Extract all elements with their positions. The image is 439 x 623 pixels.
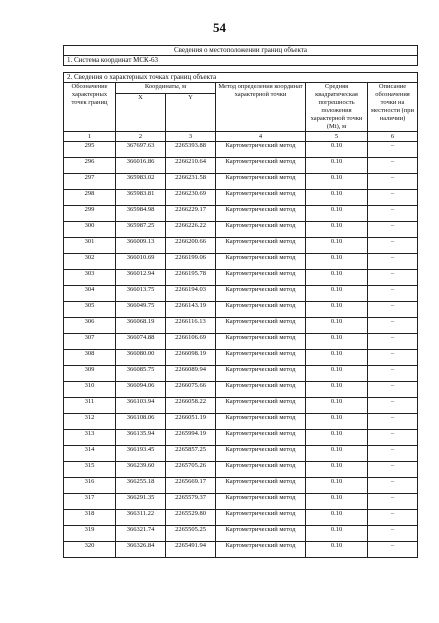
- point-id-cell: 308: [64, 350, 116, 366]
- accuracy-cell: 0.10: [306, 382, 368, 398]
- point-id-cell: 302: [64, 254, 116, 270]
- method-cell: Картометрический метод: [216, 382, 306, 398]
- point-id-cell: 300: [64, 222, 116, 238]
- table-row: [64, 158, 418, 174]
- x-coordinate-cell: 366012.94: [116, 270, 166, 286]
- x-coordinate-cell: 366311.22: [116, 510, 166, 526]
- x-coordinate-cell: 366009.13: [116, 238, 166, 254]
- table-row: [64, 510, 418, 526]
- description-cell: –: [368, 286, 418, 302]
- table-row: [64, 366, 418, 382]
- y-coordinate-cell: 2266200.66: [166, 238, 216, 254]
- point-id-cell: 316: [64, 478, 116, 494]
- point-id-cell: 303: [64, 270, 116, 286]
- table-row: [64, 142, 418, 158]
- method-cell: Картометрический метод: [216, 222, 306, 238]
- point-id-cell: 310: [64, 382, 116, 398]
- x-coordinate-cell: 365983.02: [116, 174, 166, 190]
- method-cell: Картометрический метод: [216, 270, 306, 286]
- description-cell: –: [368, 302, 418, 318]
- x-coordinate-cell: 366291.35: [116, 494, 166, 510]
- y-coordinate-cell: 2266194.03: [166, 286, 216, 302]
- method-cell: Картометрический метод: [216, 350, 306, 366]
- y-coordinate-cell: 2266195.78: [166, 270, 216, 286]
- x-coordinate-cell: 365987.25: [116, 222, 166, 238]
- x-coordinate-cell: 366010.69: [116, 254, 166, 270]
- y-coordinate-cell: 2265505.25: [166, 526, 216, 542]
- y-coordinate-cell: 2266106.69: [166, 334, 216, 350]
- x-coordinate-cell: 366080.00: [116, 350, 166, 366]
- accuracy-cell: 0.10: [306, 414, 368, 430]
- description-cell: –: [368, 254, 418, 270]
- x-coordinate-cell: 366094.06: [116, 382, 166, 398]
- accuracy-cell: 0.10: [306, 366, 368, 382]
- point-id-cell: 319: [64, 526, 116, 542]
- method-cell: Картометрический метод: [216, 334, 306, 350]
- y-coordinate-cell: 2266143.19: [166, 302, 216, 318]
- x-coordinate-cell: 366068.19: [116, 318, 166, 334]
- description-cell: –: [368, 174, 418, 190]
- y-coordinate-cell: 2265393.88: [166, 142, 216, 158]
- point-id-cell: 305: [64, 302, 116, 318]
- accuracy-cell: 0.10: [306, 142, 368, 158]
- accuracy-cell: 0.10: [306, 318, 368, 334]
- method-cell: Картометрический метод: [216, 318, 306, 334]
- coordinate-system: 1. Система координат МСК-63: [64, 56, 418, 66]
- point-id-cell: 296: [64, 158, 116, 174]
- x-coordinate-cell: 366013.75: [116, 286, 166, 302]
- y-coordinate-cell: 2265669.17: [166, 478, 216, 494]
- description-cell: –: [368, 366, 418, 382]
- table-row: [64, 414, 418, 430]
- section-heading: 2. Сведения о характерных точках границ объекта: [64, 73, 418, 83]
- x-coordinate-cell: 366239.60: [116, 462, 166, 478]
- table-row: [64, 430, 418, 446]
- y-coordinate-cell: 2265529.80: [166, 510, 216, 526]
- accuracy-cell: 0.10: [306, 510, 368, 526]
- table-row: [64, 350, 418, 366]
- y-coordinate-cell: 2266089.94: [166, 366, 216, 382]
- point-id-cell: 304: [64, 286, 116, 302]
- accuracy-cell: 0.10: [306, 174, 368, 190]
- method-cell: Картометрический метод: [216, 174, 306, 190]
- accuracy-cell: 0.10: [306, 286, 368, 302]
- description-cell: –: [368, 158, 418, 174]
- x-coordinate-cell: 366103.94: [116, 398, 166, 414]
- table-row: [64, 286, 418, 302]
- accuracy-cell: 0.10: [306, 270, 368, 286]
- x-coordinate-cell: 366255.18: [116, 478, 166, 494]
- y-coordinate-cell: 2266116.13: [166, 318, 216, 334]
- header-coordinates: Координаты, м: [116, 83, 216, 94]
- x-coordinate-cell: 366074.88: [116, 334, 166, 350]
- x-coordinate-cell: 366321.74: [116, 526, 166, 542]
- method-cell: Картометрический метод: [216, 398, 306, 414]
- table-row: [64, 318, 418, 334]
- table-row: [64, 494, 418, 510]
- header-accuracy: Средняя квадратическая погрешность положения характерной точки (Mt), м: [306, 83, 368, 132]
- method-cell: Картометрический метод: [216, 462, 306, 478]
- accuracy-cell: 0.10: [306, 222, 368, 238]
- accuracy-cell: 0.10: [306, 494, 368, 510]
- description-cell: –: [368, 382, 418, 398]
- description-cell: –: [368, 270, 418, 286]
- x-coordinate-cell: 365983.81: [116, 190, 166, 206]
- header-point-id: Обозначение характерных точек границ: [64, 83, 116, 132]
- accuracy-cell: 0.10: [306, 446, 368, 462]
- x-coordinate-cell: 366016.86: [116, 158, 166, 174]
- point-id-cell: 314: [64, 446, 116, 462]
- y-coordinate-cell: 2266231.58: [166, 174, 216, 190]
- accuracy-cell: 0.10: [306, 254, 368, 270]
- point-id-cell: 320: [64, 542, 116, 558]
- method-cell: Картометрический метод: [216, 254, 306, 270]
- table-row: [64, 238, 418, 254]
- table-row: [64, 334, 418, 350]
- description-cell: –: [368, 510, 418, 526]
- table-row: [64, 542, 418, 558]
- description-cell: –: [368, 206, 418, 222]
- table-row: [64, 174, 418, 190]
- table-row: [64, 270, 418, 286]
- accuracy-cell: 0.10: [306, 238, 368, 254]
- point-id-cell: 298: [64, 190, 116, 206]
- point-id-cell: 309: [64, 366, 116, 382]
- y-coordinate-cell: 2266058.22: [166, 398, 216, 414]
- x-coordinate-cell: 366193.45: [116, 446, 166, 462]
- header-x: X: [116, 94, 166, 132]
- method-cell: Картометрический метод: [216, 238, 306, 254]
- accuracy-cell: 0.10: [306, 526, 368, 542]
- x-coordinate-cell: 366108.06: [116, 414, 166, 430]
- points-table: [63, 45, 418, 558]
- method-cell: Картометрический метод: [216, 414, 306, 430]
- column-number: 4: [216, 132, 306, 142]
- table-row: [64, 462, 418, 478]
- header-description: Описание обозначения точки на местности (при наличии): [368, 83, 418, 132]
- description-cell: –: [368, 238, 418, 254]
- accuracy-cell: 0.10: [306, 302, 368, 318]
- point-id-cell: 307: [64, 334, 116, 350]
- table-row: [64, 382, 418, 398]
- description-cell: –: [368, 494, 418, 510]
- description-cell: –: [368, 190, 418, 206]
- point-id-cell: 301: [64, 238, 116, 254]
- boundary-document: [63, 45, 417, 558]
- point-id-cell: 318: [64, 510, 116, 526]
- description-cell: –: [368, 222, 418, 238]
- description-cell: –: [368, 142, 418, 158]
- point-id-cell: 295: [64, 142, 116, 158]
- description-cell: –: [368, 398, 418, 414]
- column-number: 6: [368, 132, 418, 142]
- description-cell: –: [368, 318, 418, 334]
- point-id-cell: 297: [64, 174, 116, 190]
- accuracy-cell: 0.10: [306, 462, 368, 478]
- method-cell: Картометрический метод: [216, 142, 306, 158]
- accuracy-cell: 0.10: [306, 190, 368, 206]
- description-cell: –: [368, 446, 418, 462]
- accuracy-cell: 0.10: [306, 158, 368, 174]
- point-id-cell: 306: [64, 318, 116, 334]
- accuracy-cell: 0.10: [306, 478, 368, 494]
- accuracy-cell: 0.10: [306, 334, 368, 350]
- y-coordinate-cell: 2266226.22: [166, 222, 216, 238]
- point-id-cell: 317: [64, 494, 116, 510]
- y-coordinate-cell: 2265994.19: [166, 430, 216, 446]
- point-id-cell: 312: [64, 414, 116, 430]
- table-row: [64, 302, 418, 318]
- y-coordinate-cell: 2265491.94: [166, 542, 216, 558]
- method-cell: Картометрический метод: [216, 206, 306, 222]
- table-row: [64, 206, 418, 222]
- x-coordinate-cell: 366085.75: [116, 366, 166, 382]
- accuracy-cell: 0.10: [306, 542, 368, 558]
- description-cell: –: [368, 542, 418, 558]
- method-cell: Картометрический метод: [216, 478, 306, 494]
- y-coordinate-cell: 2266230.69: [166, 190, 216, 206]
- y-coordinate-cell: 2265579.37: [166, 494, 216, 510]
- page-number: 54: [213, 20, 226, 35]
- column-number: 2: [116, 132, 166, 142]
- description-cell: –: [368, 414, 418, 430]
- accuracy-cell: 0.10: [306, 206, 368, 222]
- table-row: [64, 478, 418, 494]
- column-number-row: [64, 132, 418, 142]
- method-cell: Картометрический метод: [216, 526, 306, 542]
- point-id-cell: 311: [64, 398, 116, 414]
- table-row: [64, 222, 418, 238]
- column-number: 5: [306, 132, 368, 142]
- method-cell: Картометрический метод: [216, 542, 306, 558]
- point-id-cell: 299: [64, 206, 116, 222]
- description-cell: –: [368, 526, 418, 542]
- y-coordinate-cell: 2266075.66: [166, 382, 216, 398]
- accuracy-cell: 0.10: [306, 350, 368, 366]
- column-number: 3: [166, 132, 216, 142]
- table-row: [64, 446, 418, 462]
- method-cell: Картометрический метод: [216, 494, 306, 510]
- x-coordinate-cell: 366326.84: [116, 542, 166, 558]
- y-coordinate-cell: 2266051.19: [166, 414, 216, 430]
- header-y: Y: [166, 94, 216, 132]
- x-coordinate-cell: 366135.94: [116, 430, 166, 446]
- table-row: [64, 398, 418, 414]
- method-cell: Картометрический метод: [216, 158, 306, 174]
- y-coordinate-cell: 2265857.25: [166, 446, 216, 462]
- y-coordinate-cell: 2265705.26: [166, 462, 216, 478]
- method-cell: Картометрический метод: [216, 366, 306, 382]
- table-row: [64, 190, 418, 206]
- x-coordinate-cell: 367697.63: [116, 142, 166, 158]
- accuracy-cell: 0.10: [306, 398, 368, 414]
- description-cell: –: [368, 462, 418, 478]
- column-number: 1: [64, 132, 116, 142]
- x-coordinate-cell: 366049.75: [116, 302, 166, 318]
- method-cell: Картометрический метод: [216, 446, 306, 462]
- description-cell: –: [368, 334, 418, 350]
- description-cell: –: [368, 478, 418, 494]
- y-coordinate-cell: 2266210.64: [166, 158, 216, 174]
- method-cell: Картометрический метод: [216, 302, 306, 318]
- method-cell: Картометрический метод: [216, 510, 306, 526]
- table-body: [64, 142, 418, 558]
- point-id-cell: 313: [64, 430, 116, 446]
- spacer: [64, 66, 418, 73]
- table-title: Сведения о местоположении границ объекта: [64, 46, 418, 56]
- y-coordinate-cell: 2266098.19: [166, 350, 216, 366]
- method-cell: Картометрический метод: [216, 430, 306, 446]
- table-row: [64, 254, 418, 270]
- description-cell: –: [368, 350, 418, 366]
- description-cell: –: [368, 430, 418, 446]
- x-coordinate-cell: 365984.98: [116, 206, 166, 222]
- point-id-cell: 315: [64, 462, 116, 478]
- y-coordinate-cell: 2266229.17: [166, 206, 216, 222]
- accuracy-cell: 0.10: [306, 430, 368, 446]
- header-method: Метод определения координат характерной точки: [216, 83, 306, 132]
- method-cell: Картометрический метод: [216, 190, 306, 206]
- method-cell: Картометрический метод: [216, 286, 306, 302]
- y-coordinate-cell: 2266199.06: [166, 254, 216, 270]
- table-row: [64, 526, 418, 542]
